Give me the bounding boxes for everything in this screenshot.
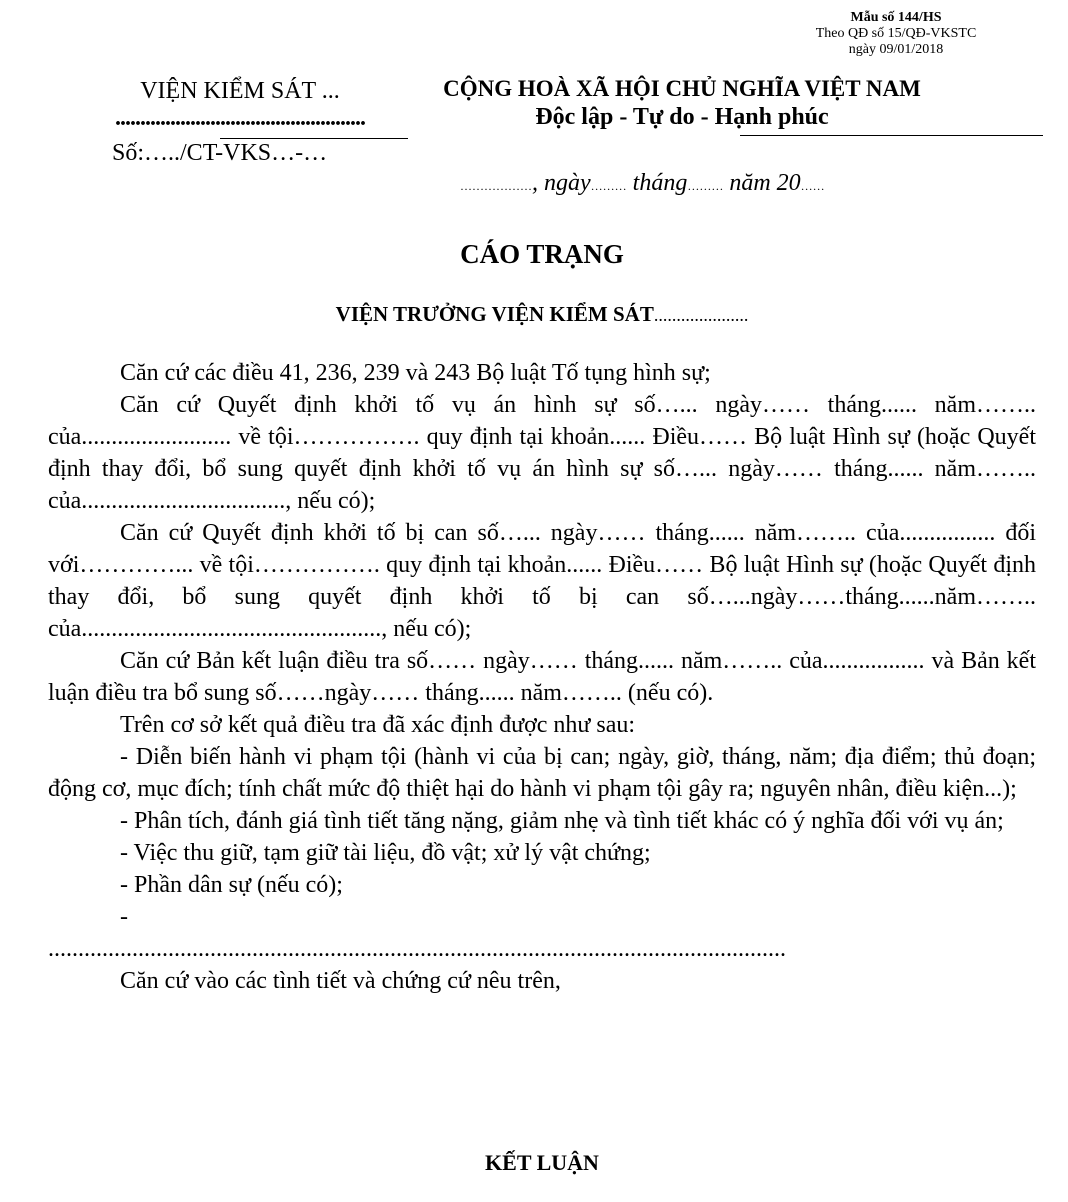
year-dots: …… [800,179,825,193]
organization-name: VIỆN KIỂM SÁT ... [140,78,340,104]
recipient-label: VIỆN TRƯỞNG VIỆN KIỂM SÁT [335,302,654,326]
national-motto: Độc lập - Tự do - Hạnh phúc [535,104,829,130]
dotted-line: ........................................................................................................................... [48,936,786,962]
paragraph-investigation-conclusion: Căn cứ Bản kết luận điều tra số…… ngày…… tháng...... năm…….. của................. và Bản kết luận điều tra bổ sung số……ngày…… tháng...... năm…….. (nếu có). [48,648,1036,706]
paragraph-investigation-findings: Trên cơ sở kết quả điều tra đã xác định được như sau: [120,712,636,738]
list-item-blank: - [120,904,128,930]
document-title: CÁO TRẠNG [460,239,624,269]
list-item-circumstances: - Phân tích, đánh giá tình tiết tăng nặng, giảm nhẹ và tình tiết khác có ý nghĩa đối với vụ án; [120,808,1004,834]
paragraph-legal-basis: Căn cứ các điều 41, 236, 239 và 243 Bộ luật Tố tụng hình sự; [120,360,711,386]
list-item-crime-details: - Diễn biến hành vi phạm tội (hành vi của bị can; ngày, giờ, tháng, năm; địa điểm; thủ đoạn; động cơ, mục đích; tính chất mức độ thiệt hại do hành vi phạm tội gây ra; nguyên nhân, điều kiện...); [48,744,1036,802]
paragraph-basis-conclusion: Căn cứ vào các tình tiết và chứng cứ nêu trên, [120,968,561,994]
list-item-civil-part: - Phần dân sự (nếu có); [120,872,343,898]
paragraph-defendant-decision: Căn cứ Quyết định khởi tố bị can số…... ngày…… tháng...... năm…….. của................ đối với…………... về tội……………. quy định tại khoản...... Điều…… Bộ luật Hình sự (hoặc Quyết định thay đổi, bổ sung quyết định khởi tố bị can số…...ngày……tháng......năm…….. của.................................................., nếu có); [48,520,1036,642]
year-label: năm 20 [723,170,801,196]
document-number: Số:…../CT-VKS…-… [112,140,328,166]
paragraph-case-decision: Căn cứ Quyết định khởi tố vụ án hình sự số…... ngày…… tháng...... năm…….. của......................... về tội……………. quy định tại khoản...... Điều…… Bộ luật Hình sự (hoặc Quyết định thay đổi, bổ sung quyết định khởi tố vụ án hình sự số…... ngày…… tháng...... năm…….. của.................................., nếu có); [48,392,1036,514]
conclusion-heading: KẾT LUẬN [485,1150,599,1175]
day-label: , ngày [532,170,591,196]
date-line [460,170,825,197]
recipient-dots: ..................... [653,305,749,325]
document-body [48,357,1036,997]
form-number: Mẫu số 144/HS [850,10,942,25]
month-label: tháng [626,170,688,196]
motto-underline [740,135,1043,136]
month-dots: ……… [687,179,724,193]
decision-reference: Theo QĐ số 15/QĐ-VKSTC [815,26,977,41]
day-dots: ……… [590,179,627,193]
organization-dots: .................................................. [115,105,365,131]
recipient [0,302,1068,327]
form-info [786,10,1006,58]
decision-date: ngày 09/01/2018 [848,42,944,57]
organization-underline [220,138,408,139]
nation-name: CỘNG HOÀ XÃ HỘI CHỦ NGHĨA VIỆT NAM [443,76,921,101]
list-item-evidence: - Việc thu giữ, tạm giữ tài liệu, đồ vật; xử lý vật chứng; [120,840,651,866]
place-dots: ……………… [460,179,532,193]
